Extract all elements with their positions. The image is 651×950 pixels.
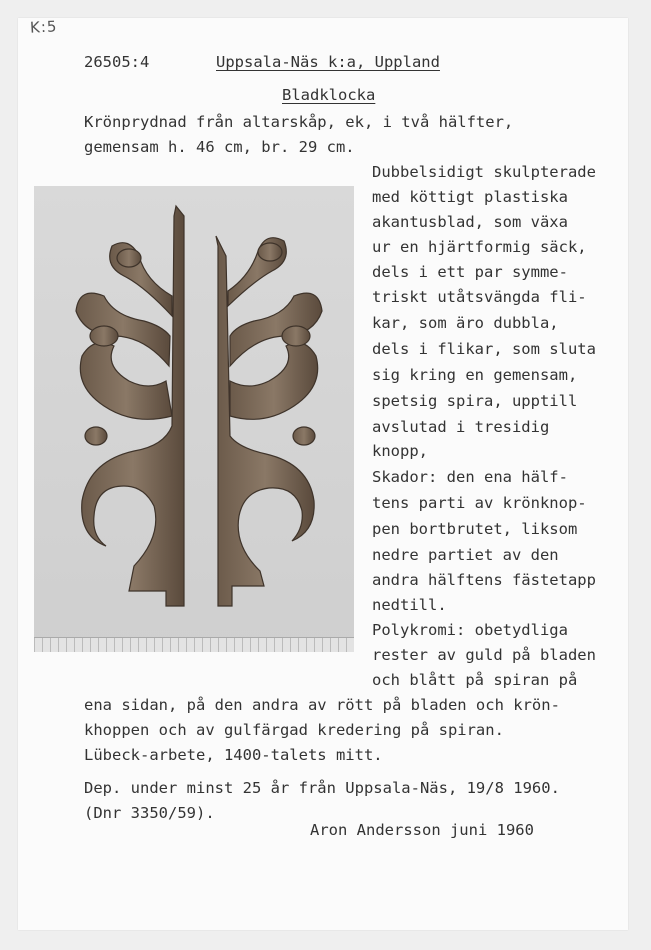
text-line: kar, som äro dubbla, <box>372 314 559 332</box>
dnr-line: (Dnr 3350/59). <box>84 804 215 822</box>
object-title: Bladklocka <box>282 86 376 104</box>
text-line: dels i ett par symme- <box>372 263 568 281</box>
location: Uppsala-Näs k:a, Uppland <box>216 53 440 71</box>
text-line: pen bortbrutet, liksom <box>372 520 578 538</box>
text-line: khoppen och av gulfärgad kredering på spiran. <box>84 721 504 739</box>
text-line: Krönprydnad från altarskåp, ek, i två hälfter, <box>84 113 514 131</box>
text-line: nedtill. <box>372 596 447 614</box>
text-line: gemensam h. 46 cm, br. 29 cm. <box>84 138 355 156</box>
carved-ornament-photo-icon <box>34 186 354 652</box>
text-line: akantusblad, som växa <box>372 213 568 231</box>
text-line: Polykromi: obetydliga <box>372 621 568 639</box>
text-line: dels i flikar, som sluta <box>372 340 596 358</box>
text-line: triskt utåtsvängda fli- <box>372 288 587 306</box>
text-line: sig kring en gemensam, <box>372 366 578 384</box>
text-line: avslutad i tresidig <box>372 418 550 436</box>
text-line: tens parti av krönknop- <box>372 494 587 512</box>
text-line: spetsig spira, upptill <box>372 392 578 410</box>
text-line: Dubbelsidigt skulpterade <box>372 163 596 181</box>
text-line: rester av guld på bladen <box>372 646 596 664</box>
object-photo <box>34 186 354 652</box>
text-line: andra hälftens fästetapp <box>372 571 596 589</box>
deposit-line: Dep. under minst 25 år från Uppsala-Näs, 19/8 1960. <box>84 779 560 797</box>
text-line: ur en hjärtformig säck, <box>372 238 587 256</box>
text-line: och blått på spiran på <box>372 671 578 689</box>
signature-line: Aron Andersson juni 1960 <box>310 821 534 839</box>
text-line: knopp, <box>372 442 428 460</box>
corner-mark: K:5 <box>29 17 58 37</box>
text-line: Skador: den ena hälf- <box>372 468 568 486</box>
scale-ruler <box>34 637 354 652</box>
inventory-number: 26505:4 <box>84 53 150 71</box>
text-line: med köttigt plastiska <box>372 188 568 206</box>
text-line: Lübeck-arbete, 1400-talets mitt. <box>84 746 383 764</box>
text-line: nedre partiet av den <box>372 546 559 564</box>
text-line: ena sidan, på den andra av rött på bladen och krön- <box>84 696 560 714</box>
